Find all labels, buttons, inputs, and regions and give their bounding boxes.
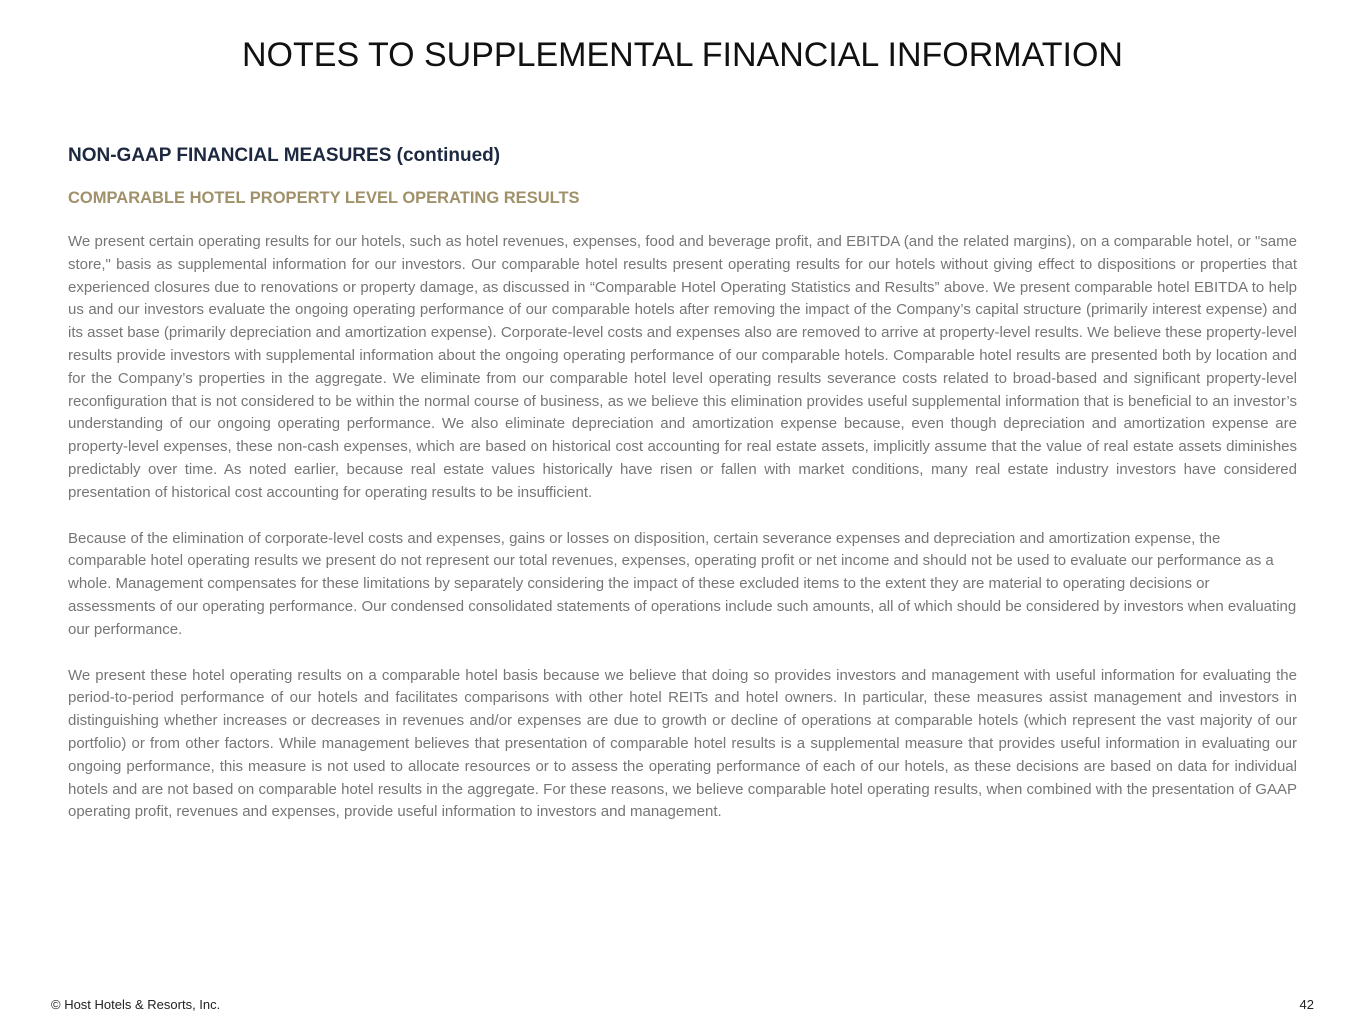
body-paragraph-1: We present certain operating results for our hotels, such as hotel revenues, expenses, food and beverage profit, and EBITDA (and the related margins), on a comparable hotel, or "same store," basis as supplemental information for our investors. Our comparable hotel results present operating results for our hotels without giving effect to dispositions or properties that experienced closures due to renovations or property damage, as discussed in “Comparable Hotel Operating Statistics and Results” above. We present comparable hotel EBITDA to help us and our investors evaluate the ongoing operating performance of our comparable hotels after removing the impact of the Company’s capital structure (primarily interest expense) and its asset base (primarily depreciation and amortization expense). Corporate-level costs and expenses also are removed to arrive at property-level results. We believe these property-level results provide investors with supplemental information about the ongoing operating performance of our comparable hotels. Comparable hotel results are presented both by location and for the Company’s properties in the aggregate. We eliminate from our comparable hotel level operating results severance costs related to broad-based and significant property-level reconfiguration that is not considered to be within the normal course of business, as we believe this elimination provides useful supplemental information that is beneficial to an investor’s understanding of our ongoing operating performance. We also eliminate depreciation and amortization expense because, even though depreciation and amortization expense are property-level expenses, these non-cash expenses, which are based on historical cost accounting for real estate assets, implicitly assume that the value of real estate assets diminishes predictably over time. As noted earlier, because real estate values historically have risen or fallen with market conditions, many real estate industry investors have considered presentation of historical cost accounting for operating results to be insufficient. xyxy=(68,233,1297,501)
body-paragraph-2: Because of the elimination of corporate-level costs and expenses, gains or losses on disposition, certain severance expenses and depreciation and amortization expense, the comparable hotel operating results we present do not represent our total revenues, expenses, operating profit or net income and should not be used to evaluate our performance as a whole. Management compensates for these limitations by separately considering the impact of these excluded items to the extent they are material to operating decisions or assessments of our operating performance. Our condensed consolidated statements of operations include such amounts, all of which should be considered by investors when evaluating our performance. xyxy=(68,529,1297,638)
page-number: 42 xyxy=(1299,997,1314,1012)
footer-copyright: © Host Hotels & Resorts, Inc. xyxy=(51,997,221,1012)
main-content xyxy=(68,142,1297,824)
page-title: NOTES TO SUPPLEMENTAL FINANCIAL INFORMATION xyxy=(242,36,1123,74)
body-paragraph-3: We present these hotel operating results on a comparable hotel basis because we believe that doing so provides investors and management with useful information for evaluating the period-to-period performance of our hotels and facilitates comparisons with other hotel REITs and hotel owners. In particular, these measures assist management and investors in distinguishing whether increases or decreases in revenues and/or expenses are due to growth or decline of operations at comparable hotels (which represent the vast majority of our portfolio) or from other factors. While management believes that presentation of comparable hotel results is a supplemental measure that provides useful information in evaluating our ongoing performance, this measure is not used to allocate resources or to assess the operating performance of each of our hotels, as these decisions are based on data for individual hotels and are not based on comparable hotel results in the aggregate. For these reasons, we believe comparable hotel operating results, when combined with the presentation of GAAP operating profit, revenues and expenses, provide useful information to investors and management. xyxy=(68,666,1297,821)
section-heading: NON-GAAP FINANCIAL MEASURES (continued) xyxy=(68,145,501,166)
subsection-heading: COMPARABLE HOTEL PROPERTY LEVEL OPERATING RESULTS xyxy=(68,189,580,207)
